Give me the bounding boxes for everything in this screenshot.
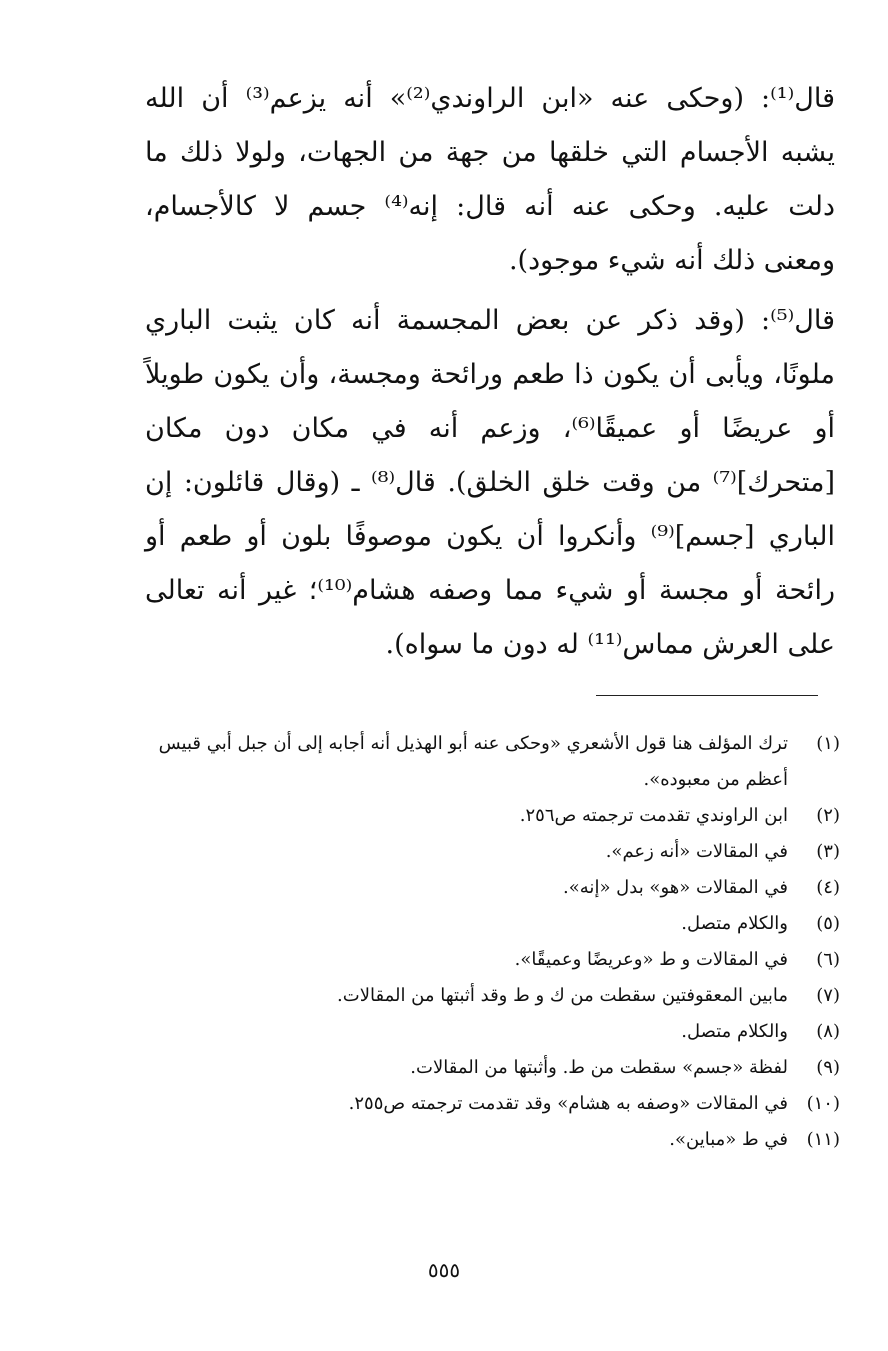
footnote-item [150, 870, 840, 906]
footnote-text: في المقالات «هو» بدل «إنه». [563, 877, 788, 898]
text-line: أو عريضًا أو عميقًا⁽⁶⁾، وزعم أنه في مكان دون مكان [145, 413, 835, 444]
footnote-number: (٦) [816, 949, 840, 970]
footnotes [150, 726, 840, 1158]
footnote-number: (١١) [806, 1129, 840, 1150]
footnote-text: لفظة «جسم» سقطت من ط. وأثبتها من المقالات. [410, 1057, 788, 1078]
text-line: قال⁽¹⁾: (وحكى عنه «ابن الراوندي⁽²⁾» أنه يزعم⁽³⁾ أن الله [145, 83, 835, 114]
footnote-text: في المقالات «أنه زعم». [605, 841, 788, 862]
footnote-item [150, 1050, 840, 1086]
paragraph-2 [145, 294, 835, 672]
footnote-text: والكلام متصل. [681, 1021, 788, 1042]
footnote-text: ترك المؤلف هنا قول الأشعري «وحكى عنه أبو الهذيل أنه أجابه إلى أن جبل أبي قبيس أعظم من معبوده». [158, 733, 788, 790]
footnote-number: (٤) [816, 877, 840, 898]
footnote-item [150, 834, 840, 870]
footnote-number: (٩) [816, 1057, 840, 1078]
footnote-text: والكلام متصل. [681, 913, 788, 934]
footnote-text: ابن الراوندي تقدمت ترجمته ص٢٥٦. [519, 805, 788, 826]
text-line: رائحة أو مجسة أو شيء مما وصفه هشام⁽¹⁰⁾؛ غير أنه تعالى [145, 575, 835, 606]
text-line: ومعنى ذلك أنه شيء موجود). [508, 245, 835, 276]
footnote-item [150, 798, 840, 834]
footnote-text: في المقالات و ط «وعريضًا وعميقًا». [514, 949, 788, 970]
footnote-item [150, 1086, 840, 1122]
footnote-number: (٣) [816, 841, 840, 862]
text-line: قال⁽⁵⁾: (وقد ذكر عن بعض المجسمة أنه كان يثبت الباري [145, 305, 835, 336]
paragraph-1 [145, 72, 835, 288]
footnote-text: في المقالات «وصفه به هشام» وقد تقدمت ترجمته ص٢٥٥. [348, 1093, 788, 1114]
text-line: دلت عليه. وحكى عنه أنه قال: إنه⁽⁴⁾ جسم لا كالأجسام، [145, 191, 835, 222]
footnote-text: مابين المعقوفتين سقطت من ك و ط وقد أثبتها من المقالات. [337, 985, 788, 1006]
footnote-number: (١) [816, 733, 840, 754]
footnote-number: (٨) [816, 1021, 840, 1042]
main-text [145, 72, 835, 672]
footnote-text: في ط «مباين». [669, 1129, 788, 1150]
footnote-item [150, 906, 840, 942]
text-line: الباري [جسم]⁽⁹⁾ وأنكروا أن يكون موصوفًا بلون أو طعم أو [145, 521, 835, 552]
footnote-item [150, 1014, 840, 1050]
footnote-number: (١٠) [806, 1093, 840, 1114]
footnote-item [150, 726, 840, 798]
footnote-item [150, 942, 840, 978]
text-line: ملونًا، ويأبى أن يكون ذا طعم ورائحة ومجسة، وأن يكون طويلاً [145, 359, 835, 390]
footnote-item [150, 978, 840, 1014]
page-number: ٥٥٥ [427, 1258, 461, 1282]
text-line: [متحرك]⁽⁷⁾ من وقت خلق الخلق). قال⁽⁸⁾ ـ (وقال قائلون: إن [145, 467, 835, 498]
text-line: على العرش مماس⁽¹¹⁾ له دون ما سواه). [385, 629, 835, 660]
footnote-number: (٥) [816, 913, 840, 934]
text-line: يشبه الأجسام التي خلقها من جهة من الجهات، ولولا ذلك ما [145, 137, 835, 168]
footnote-number: (٧) [816, 985, 840, 1006]
footnote-item [150, 1122, 840, 1158]
footnote-separator [596, 695, 818, 696]
footnote-number: (٢) [816, 805, 840, 826]
